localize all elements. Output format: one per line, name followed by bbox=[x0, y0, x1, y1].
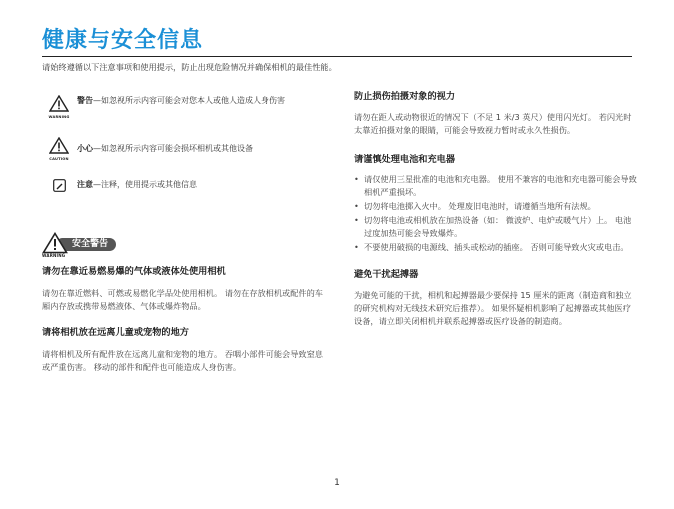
list-item: • 切勿将电池掷入火中。 处理废旧电池时，请遵循当地所有法规。 bbox=[354, 200, 638, 213]
caution-triangle-icon bbox=[42, 137, 76, 161]
banner-label: 安全警告 bbox=[56, 238, 116, 251]
section-battery bbox=[354, 153, 638, 254]
note-icon bbox=[42, 175, 76, 196]
caution-description: —如忽视所示内容可能会损坏相机或其他设备 bbox=[93, 144, 253, 153]
section-heading: 避免干扰起搏器 bbox=[354, 269, 419, 280]
section-heading: 防止损伤拍摄对象的视力 bbox=[354, 91, 456, 102]
warning-label: 警告 bbox=[77, 96, 93, 105]
section-body: 请将相机及所有配件放在远离儿童和宠物的地方。 吞咽小部件可能会导致窒息或严重伤害。 移动的部件和配件也可能造成人身伤害。 bbox=[42, 349, 323, 372]
section-body: 请勿在距人或动物很近的情况下（不足 1 米/3 英尺）使用闪光灯。 若闪光时太靠近拍摄对象的眼睛，可能会导致视力暂时或永久性损伤。 bbox=[354, 112, 632, 135]
section-heading: 请谨慎处理电池和充电器 bbox=[354, 154, 456, 165]
page-subtitle: 请始终遵循以下注意事项和使用提示，防止出现危险情况并确保相机的最佳性能。 bbox=[42, 62, 337, 72]
note-label: 注意 bbox=[77, 180, 93, 189]
legend-note-text bbox=[77, 175, 327, 192]
right-column bbox=[354, 90, 638, 328]
legend-caution-text bbox=[77, 137, 327, 156]
caution-caption: CAUTION bbox=[49, 157, 69, 161]
section-pacemaker bbox=[354, 268, 638, 328]
title-rule bbox=[42, 56, 632, 57]
page-title: 健康与安全信息 bbox=[42, 28, 204, 53]
warning-description: —如忽视所示内容可能会对您本人或他人造成人身伤害 bbox=[93, 96, 285, 105]
section-body: 为避免可能的干扰，相机和起搏器最少要保持 15 厘米的距离（制造商和独立的研究机构对无线技术研究后推荐）。 如果怀疑相机影响了起搏器或其他医疗设备，请立即关闭相机并联系起搏器或医疗设备的制造商。 bbox=[354, 290, 632, 326]
note-description: —注释，使用提示或其他信息 bbox=[93, 180, 197, 189]
left-column bbox=[42, 95, 327, 199]
section-heading: 请勿在靠近易燃易爆的气体或液体处使用相机 bbox=[42, 266, 226, 277]
battery-list bbox=[354, 173, 638, 254]
warning-caption: WARNING bbox=[48, 115, 70, 119]
list-item: • 切勿将电池或相机放在加热设备（如： 微波炉、电炉或暖气片）上。 电池过度加热可能会导致爆炸。 bbox=[354, 214, 638, 240]
left-sections bbox=[42, 265, 327, 374]
legend-note bbox=[42, 175, 327, 199]
legend-caution bbox=[42, 137, 327, 169]
section-flammable bbox=[42, 265, 327, 313]
page-number: 1 bbox=[334, 478, 340, 488]
legend-warning bbox=[42, 95, 327, 131]
list-item: • 不要使用破损的电源线、插头或松动的插座。 否则可能导致火灾或电击。 bbox=[354, 241, 638, 254]
legend-warning-text bbox=[77, 95, 327, 108]
section-children bbox=[42, 326, 327, 374]
banner-caption: WARNING bbox=[42, 253, 66, 258]
section-body: 请勿在靠近燃料、可燃或易燃化学品处使用相机。 请勿在存放相机或配件的车厢内存放或携带易燃液体、气体或爆炸物品。 bbox=[42, 288, 323, 311]
warning-triangle-icon bbox=[42, 95, 76, 119]
section-flash bbox=[354, 90, 638, 137]
section-heading: 请将相机放在远离儿童或宠物的地方 bbox=[42, 327, 189, 338]
list-item: • 请仅使用三星批准的电池和充电器。 使用不兼容的电池和充电器可能会导致相机严重损坏。 bbox=[354, 173, 638, 199]
banner-warning-icon bbox=[42, 232, 68, 254]
safety-warning-banner bbox=[42, 232, 162, 262]
caution-label: 小心 bbox=[77, 144, 93, 153]
